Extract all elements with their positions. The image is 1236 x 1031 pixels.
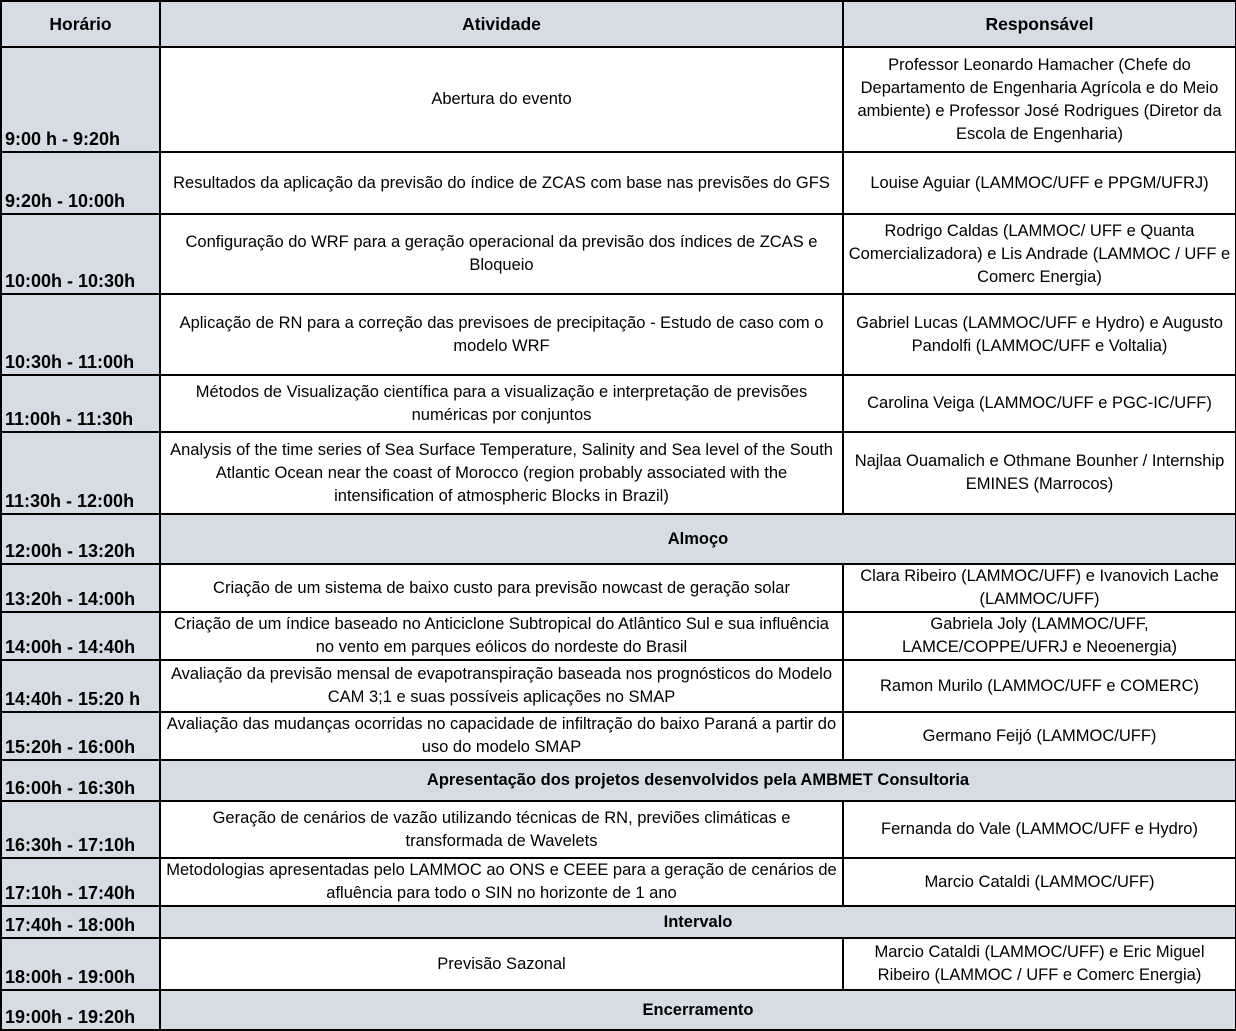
time-cell: 9:00 h - 9:20h [1, 47, 160, 152]
activity-cell: Abertura do evento [160, 47, 843, 152]
time-cell: 18:00h - 19:00h [1, 938, 160, 990]
activity-cell: Metodologias apresentadas pelo LAMMOC ao ONS e CEEE para a geração de cenários de afluência para todo o SIN no horizonte de 1 ano [160, 858, 843, 906]
time-cell: 14:40h - 15:20 h [1, 660, 160, 712]
table-row [1, 712, 1236, 760]
responsible-cell: Carolina Veiga (LAMMOC/UFF e PGC-IC/UFF) [843, 375, 1236, 432]
responsible-cell: Gabriela Joly (LAMMOC/UFF, LAMCE/COPPE/UFRJ e Neoenergia) [843, 612, 1236, 660]
header-row [1, 1, 1236, 47]
time-cell: 17:40h - 18:00h [1, 906, 160, 938]
time-cell: 10:30h - 11:00h [1, 294, 160, 375]
responsible-cell: Ramon Murilo (LAMMOC/UFF e COMERC) [843, 660, 1236, 712]
header-responsible: Responsável [843, 1, 1236, 47]
break-label: Almoço [160, 514, 1236, 564]
table-row [1, 432, 1236, 514]
table-row [1, 938, 1236, 990]
closing-label: Encerramento [160, 990, 1236, 1030]
table-row [1, 152, 1236, 214]
responsible-cell: Marcio Cataldi (LAMMOC/UFF) [843, 858, 1236, 906]
activity-cell: Criação de um índice baseado no Anticiclone Subtropical do Atlântico Sul e sua influência no vento em parques eólicos do nordeste do Brasil [160, 612, 843, 660]
time-cell: 11:30h - 12:00h [1, 432, 160, 514]
table-row [1, 660, 1236, 712]
break-label: Intervalo [160, 906, 1236, 938]
time-cell: 16:00h - 16:30h [1, 760, 160, 801]
responsible-cell: Louise Aguiar (LAMMOC/UFF e PPGM/UFRJ) [843, 152, 1236, 214]
activity-cell: Analysis of the time series of Sea Surface Temperature, Salinity and Sea level of the South Atlantic Ocean near the coast of Morocco (region probably associated with the intensification of atmospheric Blocks in Brazil) [160, 432, 843, 514]
time-cell: 15:20h - 16:00h [1, 712, 160, 760]
responsible-cell: Germano Feijó (LAMMOC/UFF) [843, 712, 1236, 760]
time-cell: 14:00h - 14:40h [1, 612, 160, 660]
time-cell: 9:20h - 10:00h [1, 152, 160, 214]
activity-cell: Resultados da aplicação da previsão do índice de ZCAS com base nas previsões do GFS [160, 152, 843, 214]
activity-cell: Geração de cenários de vazão utilizando técnicas de RN, previões climáticas e transformada de Wavelets [160, 801, 843, 858]
responsible-cell: Marcio Cataldi (LAMMOC/UFF) e Eric Miguel Ribeiro (LAMMOC / UFF e Comerc Energia) [843, 938, 1236, 990]
time-cell: 12:00h - 13:20h [1, 514, 160, 564]
time-cell: 19:00h - 19:20h [1, 990, 160, 1030]
separator-row [1, 990, 1236, 1030]
responsible-cell: Najlaa Ouamalich e Othmane Bounher / Internship EMINES (Marrocos) [843, 432, 1236, 514]
time-cell: 17:10h - 17:40h [1, 858, 160, 906]
table-row [1, 375, 1236, 432]
activity-cell: Métodos de Visualização científica para a visualização e interpretação de previsões numéricas por conjuntos [160, 375, 843, 432]
table-row [1, 801, 1236, 858]
table-row [1, 858, 1236, 906]
table-row [1, 612, 1236, 660]
activity-cell: Avaliação das mudanças ocorridas no capacidade de infiltração do baixo Paraná a partir do uso do modelo SMAP [160, 712, 843, 760]
time-cell: 13:20h - 14:00h [1, 564, 160, 612]
responsible-cell: Clara Ribeiro (LAMMOC/UFF) e Ivanovich Lache (LAMMOC/UFF) [843, 564, 1236, 612]
responsible-cell: Gabriel Lucas (LAMMOC/UFF e Hydro) e Augusto Pandolfi (LAMMOC/UFF e Voltalia) [843, 294, 1236, 375]
activity-cell: Avaliação da previsão mensal de evapotranspiração baseada nos prognósticos do Modelo CAM 3;1 e suas possíveis aplicações no SMAP [160, 660, 843, 712]
section-label: Apresentação dos projetos desenvolvidos pela AMBMET Consultoria [160, 760, 1236, 801]
table-row [1, 564, 1236, 612]
table-row [1, 294, 1236, 375]
table-row [1, 214, 1236, 294]
time-cell: 10:00h - 10:30h [1, 214, 160, 294]
activity-cell: Aplicação de RN para a correção das previsoes de precipitação - Estudo de caso com o modelo WRF [160, 294, 843, 375]
header-activity: Atividade [160, 1, 843, 47]
table-row [1, 47, 1236, 152]
time-cell: 16:30h - 17:10h [1, 801, 160, 858]
responsible-cell: Rodrigo Caldas (LAMMOC/ UFF e Quanta Comercializadora) e Lis Andrade (LAMMOC / UFF e Comerc Energia) [843, 214, 1236, 294]
responsible-cell: Fernanda do Vale (LAMMOC/UFF e Hydro) [843, 801, 1236, 858]
activity-cell: Criação de um sistema de baixo custo para previsão nowcast de geração solar [160, 564, 843, 612]
header-time: Horário [1, 1, 160, 47]
separator-row [1, 760, 1236, 801]
separator-row [1, 906, 1236, 938]
activity-cell: Previsão Sazonal [160, 938, 843, 990]
responsible-cell: Professor Leonardo Hamacher (Chefe do Departamento de Engenharia Agrícola e do Meio ambiente) e Professor José Rodrigues (Diretor da Escola de Engenharia) [843, 47, 1236, 152]
time-cell: 11:00h - 11:30h [1, 375, 160, 432]
activity-cell: Configuração do WRF para a geração operacional da previsão dos índices de ZCAS e Bloqueio [160, 214, 843, 294]
separator-row [1, 514, 1236, 564]
